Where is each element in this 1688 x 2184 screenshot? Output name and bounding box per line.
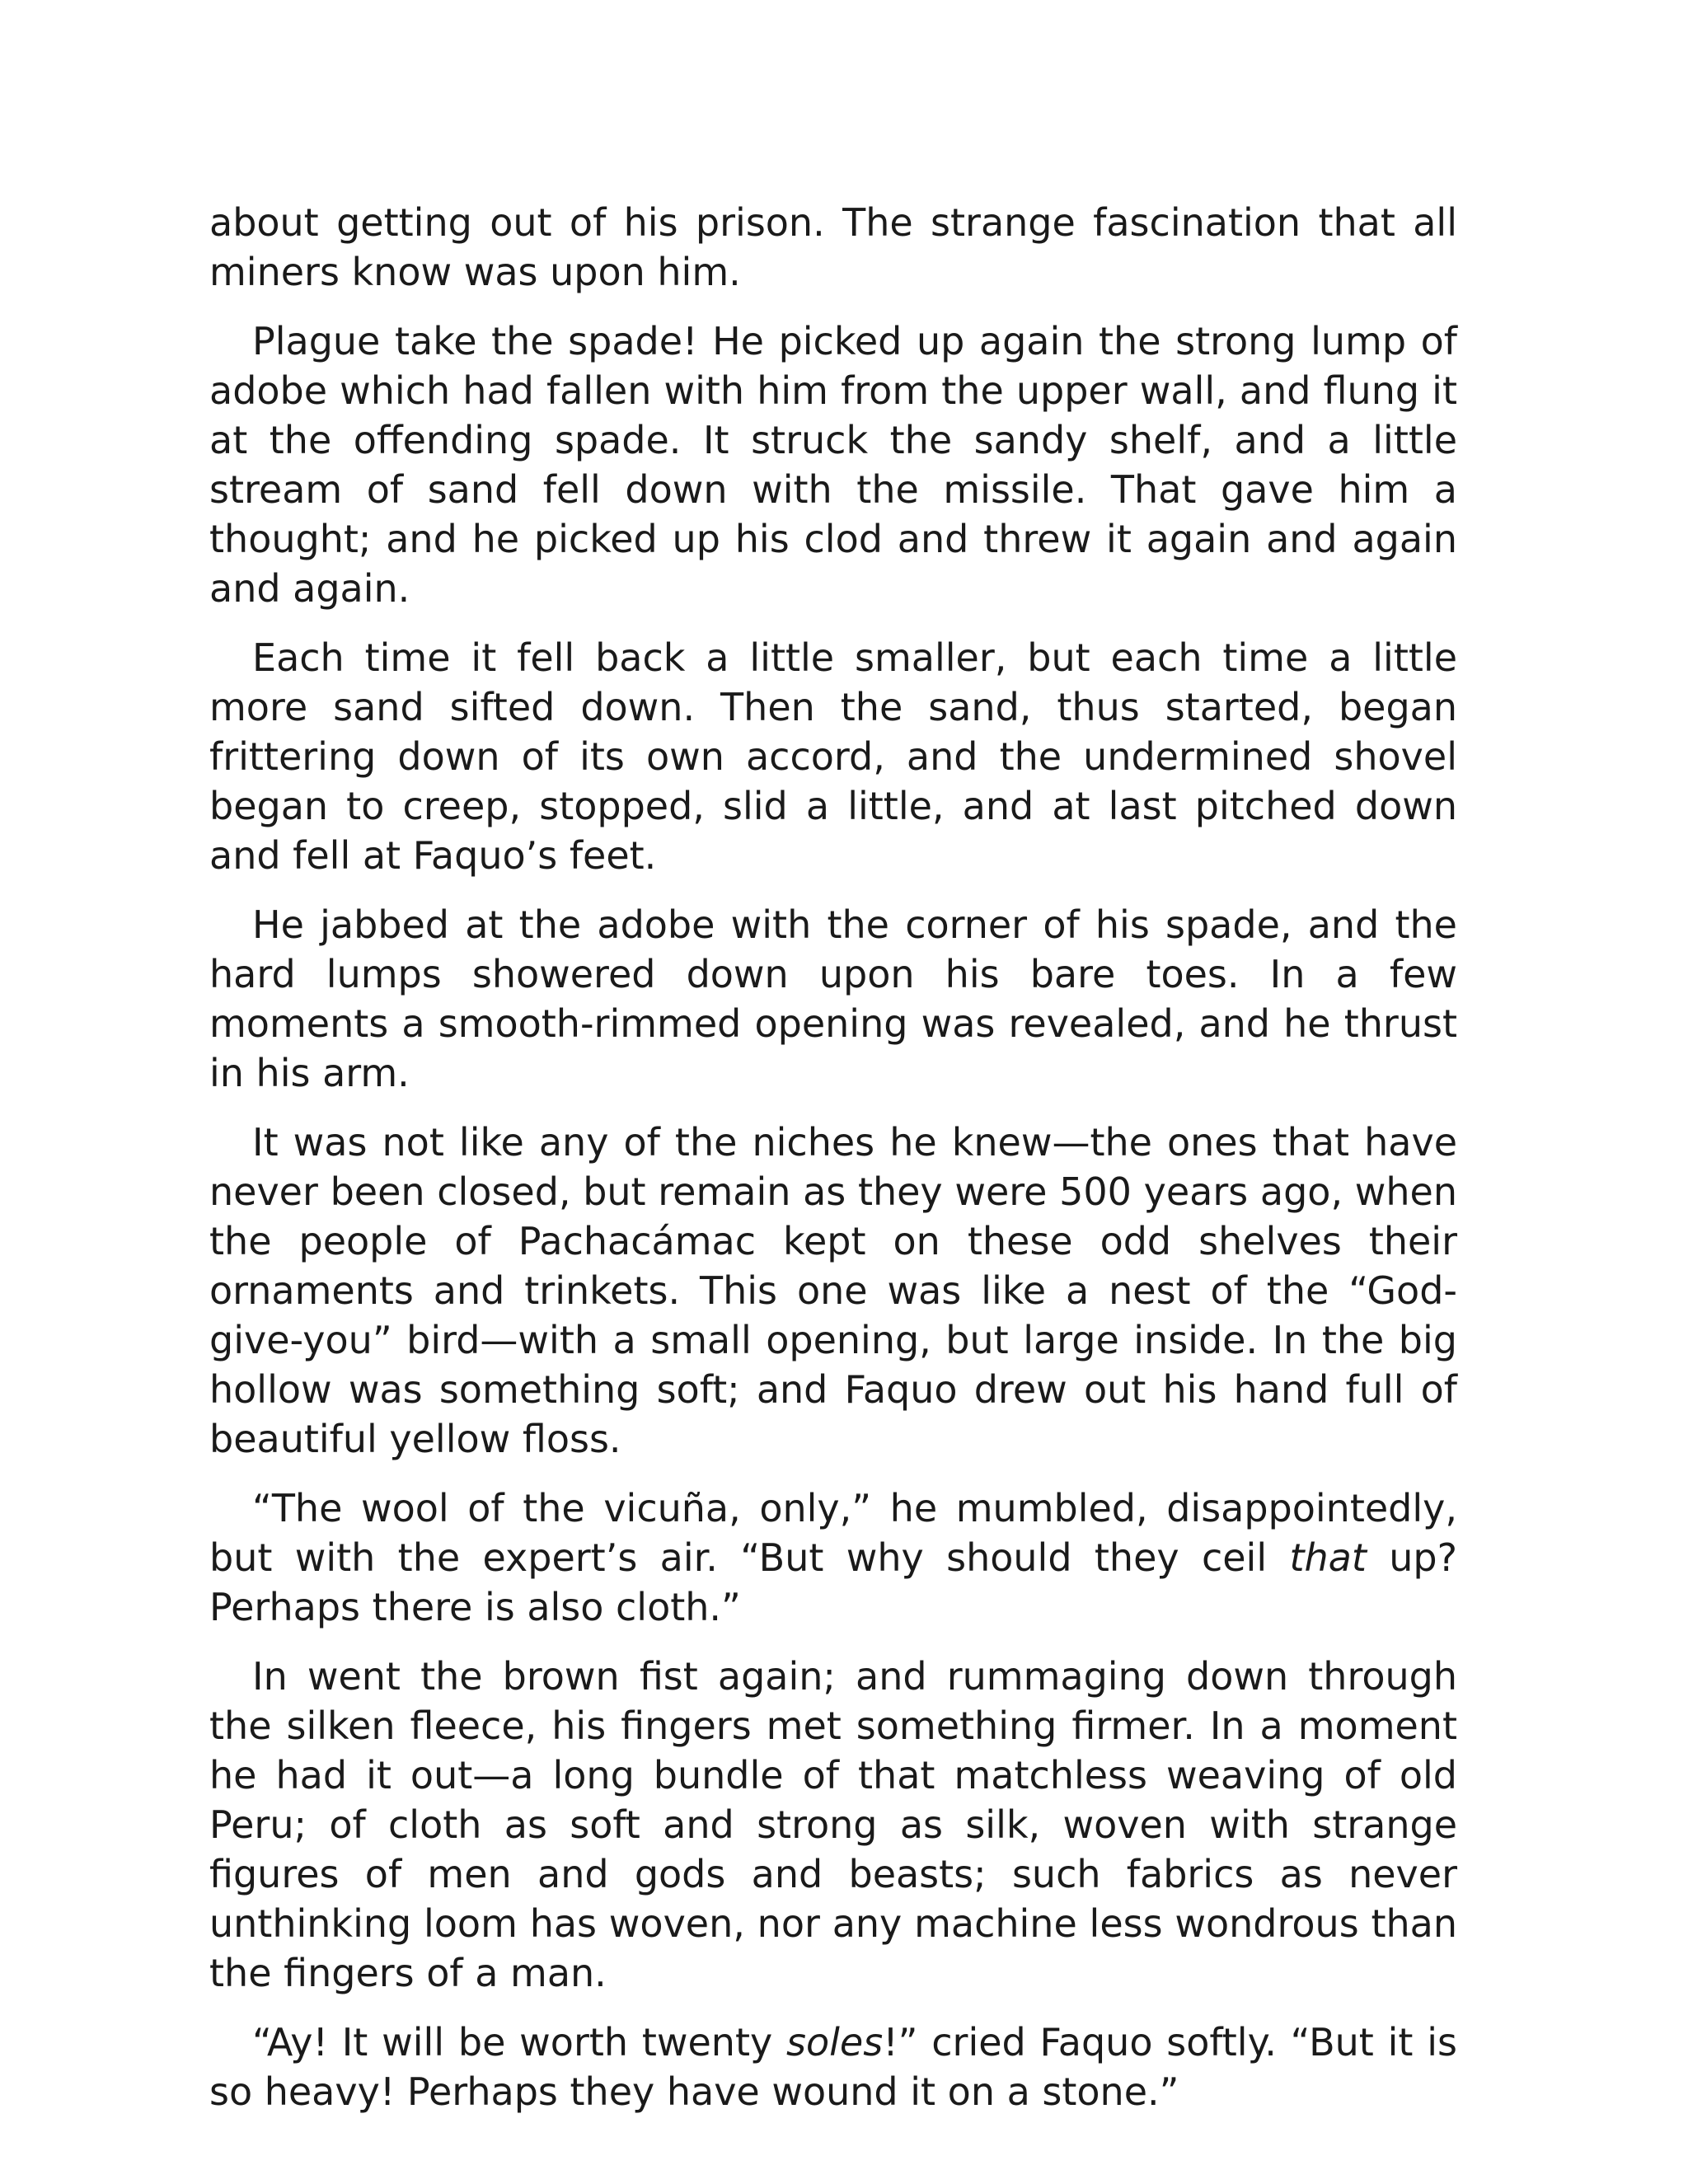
paragraph-6-text-start: “The wool of the vicuña, only,” he mumbled, disappointedly, but with the expert’s air. “But why should they ceil [209, 1486, 1457, 1580]
paragraph-8-emphasis: soles [786, 2020, 884, 2064]
paragraph-1-text: about getting out of his prison. The strange fascination that all miners know was upon him. [209, 200, 1457, 294]
paragraph-5-text: It was not like any of the niches he knew—the ones that have never been closed, but remain as they were 500 years ago, when the people of Pachacámac kept on these odd shelves their ornaments and trinkets. This one was like a nest of the “God-give-you” bird—with a small opening, but large inside. In the big hollow was something soft; and Faquo drew out his hand full of beautiful yellow floss. [209, 1120, 1457, 1461]
paragraph-8-text-end: !” cried Faquo softly. “But it is so heavy! Perhaps they have wound it on a stone.” [209, 2020, 1457, 2114]
paragraph-7-text: In went the brown fist again; and rummaging down through the silken fleece, his fingers met something firmer. In a moment he had it out—a long bundle of that matchless weaving of old Peru; of cloth as soft and strong as silk, woven with strange figures of men and gods and beasts; such fabrics as never unthinking loom has woven, nor any machine less wondrous than the fingers of a man. [209, 1654, 1457, 1995]
paragraph-6-emphasis: that [1289, 1535, 1367, 1580]
paragraph-6-text-end: up? Perhaps there is also cloth.” [209, 1535, 1458, 1629]
paragraph-8 [209, 2018, 1457, 2116]
paragraph-3 [209, 633, 1457, 880]
paragraph-2 [209, 316, 1457, 613]
paragraph-8-text-start: “Ay! It will be worth twenty [252, 2020, 787, 2064]
paragraph-3-text: Each time it fell back a little smaller, but each time a little more sand sifted down. Then the sand, thus started, began frittering down of its own accord, and the undermined shovel began to creep, stopped, slid a little, and at last pitched down and fell at Faquo’s feet. [209, 635, 1457, 878]
book-page [209, 198, 1457, 2116]
paragraph-6 [209, 1483, 1457, 1632]
paragraph-4 [209, 900, 1457, 1098]
paragraph-4-text: He jabbed at the adobe with the corner of his spade, and the hard lumps showered down upon his bare toes. In a few moments a smooth-rimmed opening was revealed, and he thrust in his arm. [209, 902, 1457, 1095]
paragraph-5 [209, 1118, 1457, 1464]
paragraph-7 [209, 1652, 1457, 1998]
paragraph-1 [209, 198, 1457, 297]
paragraph-2-text: Plague take the spade! He picked up again the strong lump of adobe which had fallen with him from the upper wall, and flung it at the offending spade. It struck the sandy shelf, and a little stream of sand fell down with the missile. That gave him a thought; and he picked up his clod and threw it again and again and again. [209, 319, 1457, 611]
